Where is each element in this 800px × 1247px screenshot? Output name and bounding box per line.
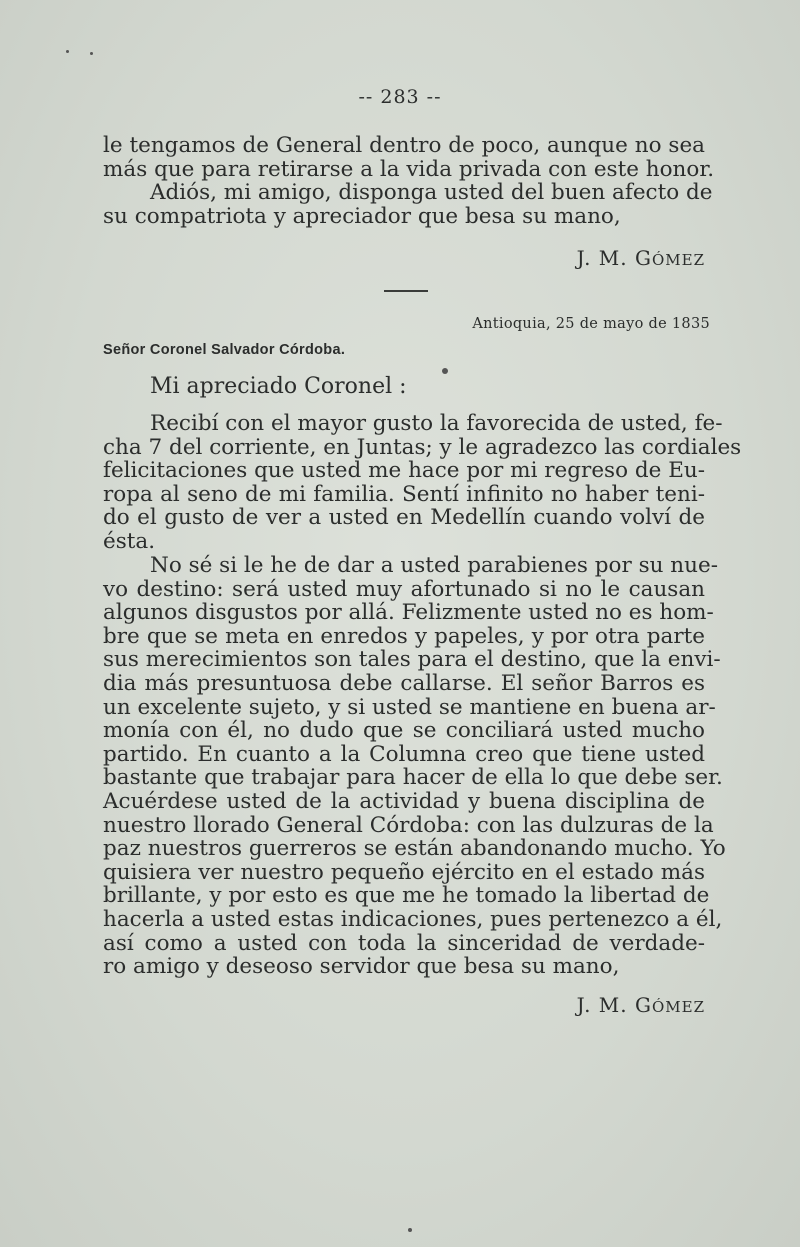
letter2-paragraph-2 (103, 553, 726, 980)
text-line: monía con él, no dudo que se conciliará usted mucho (103, 718, 705, 744)
letter2-paragraph-1 (103, 411, 742, 554)
text-line: felicitaciones que usted me hace por mi regreso de Eu- (103, 458, 705, 484)
paper-speck (408, 1228, 412, 1232)
text-line: No sé si le he de dar a usted parabienes por su nue- (150, 553, 718, 578)
text-line: nuestro llorado General Córdoba: con las dulzuras de la (103, 812, 714, 838)
paper-speck (90, 52, 93, 55)
text-line: más que para retirarse a la vida privada con este honor. (103, 156, 715, 182)
text-line: Adiós, mi amigo, disponga usted del buen afecto de (150, 180, 713, 206)
text-line: brillante, y por esto es que me he tomado la libertad de (103, 883, 710, 909)
place-date: Antioquia, 25 de mayo de 1835 (472, 316, 710, 332)
text-line: así como a usted con toda la sinceridad de verdade- (103, 930, 705, 956)
signature-surname: ÓMEZ (651, 998, 705, 1016)
salutation: Mi apreciado Coronel : (150, 374, 407, 399)
signature-initials: J. M. G (576, 993, 652, 1017)
letter1-body (103, 133, 715, 229)
text-line: vo destino: será usted muy afortunado si no le causan (103, 576, 705, 602)
text-line: paz nuestros guerreros se están abandonando mucho. Yo (103, 836, 726, 862)
signature-initials: J. M. G (576, 246, 652, 270)
letter2-signature (577, 993, 705, 1017)
page-number: -- 283 -- (358, 86, 442, 108)
text-line: algunos disgustos por allá. Felizmente usted no es hom- (103, 600, 714, 626)
signature-surname: ÓMEZ (651, 251, 705, 269)
text-line: ro amigo y deseoso servidor que besa su mano, (103, 954, 620, 980)
text-line: cha 7 del corriente, en Juntas; y le agradezco las cordiales (103, 434, 742, 460)
text-line: do el gusto de ver a usted en Medellín cuando volví de (103, 505, 705, 531)
text-line: bre que se meta en enredos y papeles, y por otra parte (103, 623, 705, 649)
text-line: ropa al seno de mi familia. Sentí infinito no haber teni- (103, 481, 705, 507)
letter1-signature (577, 246, 705, 270)
text-line: Recibí con el mayor gusto la favorecida de usted, fe- (150, 411, 723, 436)
text-line: dia más presuntuosa debe callarse. El señor Barros es (103, 670, 705, 696)
text-line: partido. En cuanto a la Columna creo que tiene usted (103, 741, 705, 767)
text-line: Acuérdese usted de la actividad y buena disciplina de (103, 788, 705, 814)
text-line: un excelente sujeto, y si usted se mantiene en buena ar- (103, 694, 716, 720)
paper-speck (66, 50, 69, 53)
text-line: quisiera ver nuestro pequeño ejército en el estado más (103, 859, 705, 885)
text-line: le tengamos de General dentro de poco, aunque no sea (103, 133, 705, 158)
text-line: hacerla a usted estas indicaciones, pues pertenezco a él, (103, 906, 723, 932)
addressee: Señor Coronel Salvador Córdoba. (103, 342, 346, 358)
text-line: bastante que trabajar para hacer de ella lo que debe ser. (103, 765, 723, 791)
paper-speck (442, 368, 448, 374)
section-divider (384, 290, 428, 292)
text-line: su compatriota y apreciador que besa su mano, (103, 203, 621, 229)
text-line: sus merecimientos son tales para el destino, que la envi- (103, 647, 721, 673)
text-line: ésta. (103, 528, 156, 554)
